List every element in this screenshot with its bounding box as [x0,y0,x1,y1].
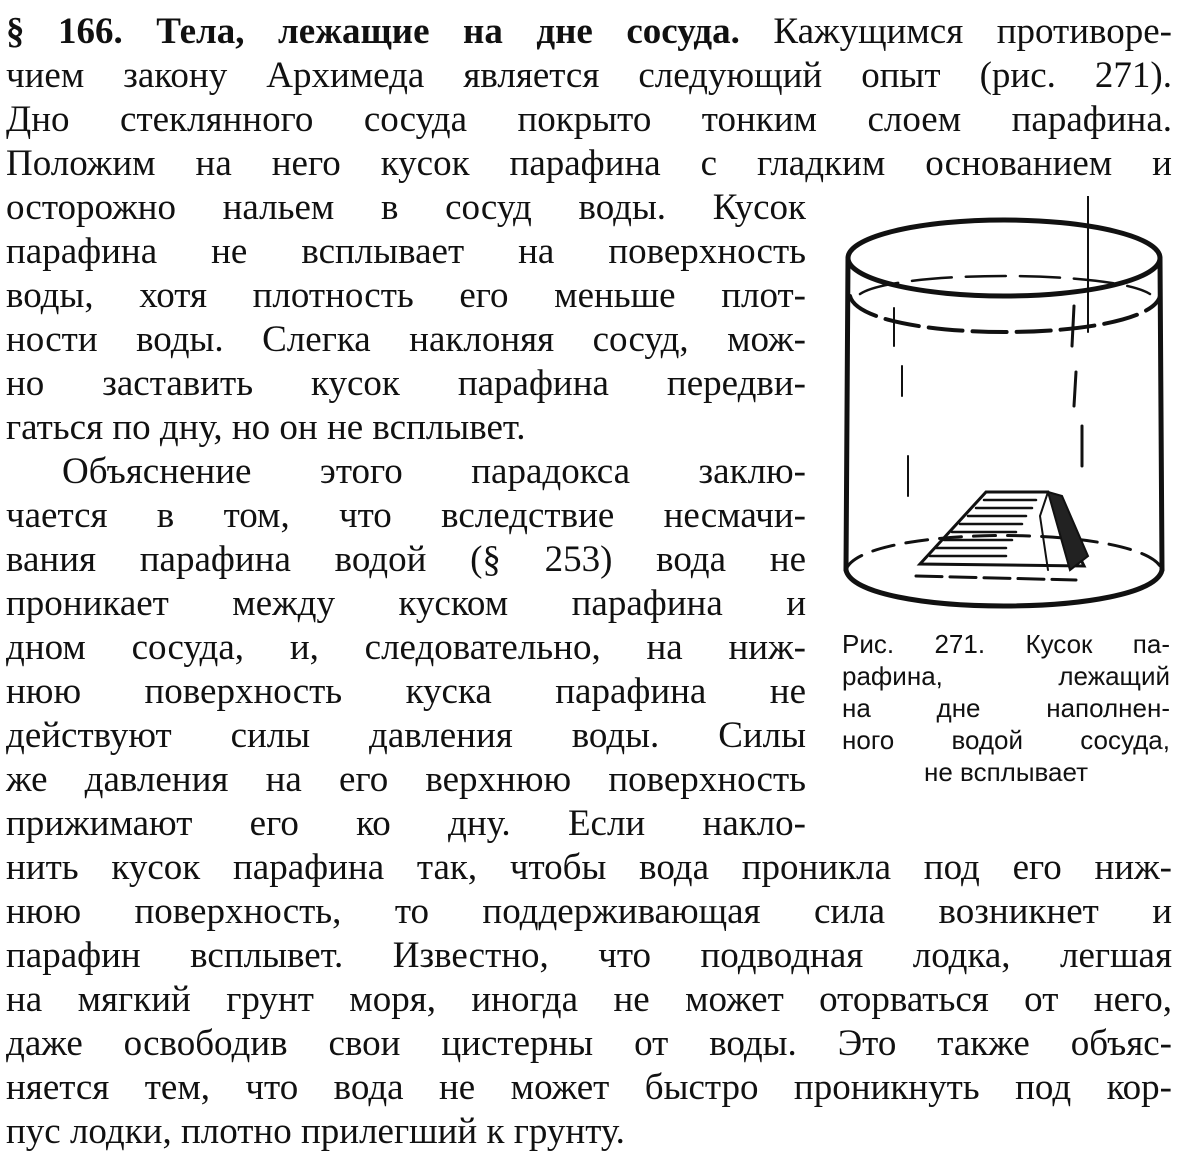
caption-line-4: ного водой сосуда, [842,725,1170,755]
vessel-illustration [836,196,1170,626]
vessel-wall-left [846,258,848,570]
caption-line-2: рафина, лежащий [842,661,1170,691]
caption-line-3: на дне наполнен- [842,693,1170,723]
text-line-6: парафина не всплывает на поверхность [6,231,806,272]
vessel-bottom-front [846,570,1162,606]
caption-line-5: не всплывает [924,757,1088,787]
text-line-8: ности воды. Слегка наклоняя сосуд, мож- [6,319,806,360]
text-line-23: на мягкий грунт моря, иногда не может оторваться от него, [6,979,1172,1020]
text-line-10: гаться по дну, но он не всплывет. [6,407,526,448]
paraffin-edge [1040,492,1048,570]
text-line-5: осторожно нальем в сосуд воды. Кусок [6,187,806,228]
text-line-3: Дно стеклянного сосуда покрыто тонким слоем парафина. [6,99,1172,140]
text-line-7: воды, хотя плотность его меньше плот- [6,275,806,316]
caption-line-1: Рис. 271. Кусок па- [842,629,1170,659]
text-line-1: § 166. Тела, лежащие на дне сосуда. Кажущимся противоре- [6,11,1172,52]
text-line-24: даже освободив свои цистерны от воды. Это также объяс- [6,1023,1172,1064]
text-line-18: же давления на его верхнюю поверхность [6,759,806,800]
text-line-2: чием закону Архимеда является следующий опыт (рис. 271). [6,55,1172,96]
text-line-17: действуют силы давления воды. Силы [6,715,806,756]
figure-271 [836,196,1170,626]
text-line-11: Объяснение этого парадокса заклю- [62,451,806,492]
text-line-22: парафин всплывет. Известно, что подводная лодка, легшая [6,935,1172,976]
glass-reflection-4 [1072,306,1074,346]
paraffin-hatching [930,500,1036,556]
paraffin-shadow-face [1048,492,1088,570]
figure-caption [842,628,1170,788]
text-line-20: нить кусок парафина так, чтобы вода проникла под его ниж- [6,847,1172,888]
text-line-19: прижимают его ко дну. Если накло- [6,803,806,844]
text-line-16: нюю поверхность куска парафина не [6,671,806,712]
vessel-wall-right [1160,258,1162,570]
section-heading: § 166. Тела, лежащие на дне сосуда. [6,11,740,52]
text-line-25: няется тем, что вода не может быстро проникнуть под кор- [6,1067,1172,1108]
text-line-15: дном сосуда, и, следовательно, на ниж- [6,627,806,668]
text-line-4: Положим на него кусок парафина с гладким основанием и [6,143,1172,184]
text-line-21: нюю поверхность, то поддерживающая сила возникнет и [6,891,1172,932]
text-line-13: вания парафина водой (§ 253) вода не [6,539,806,580]
text-line-14: проникает между куском парафина и [6,583,806,624]
text-line-26: пус лодки, плотно прилегший к грунту. [6,1111,625,1152]
paraffin-base [916,576,1076,580]
water-surface [850,296,1160,332]
text-line-9: но заставить кусок парафина передви- [6,363,806,404]
text-line-12: чается в том, что вследствие несмачи- [6,495,806,536]
glass-reflection-5 [1074,372,1076,406]
